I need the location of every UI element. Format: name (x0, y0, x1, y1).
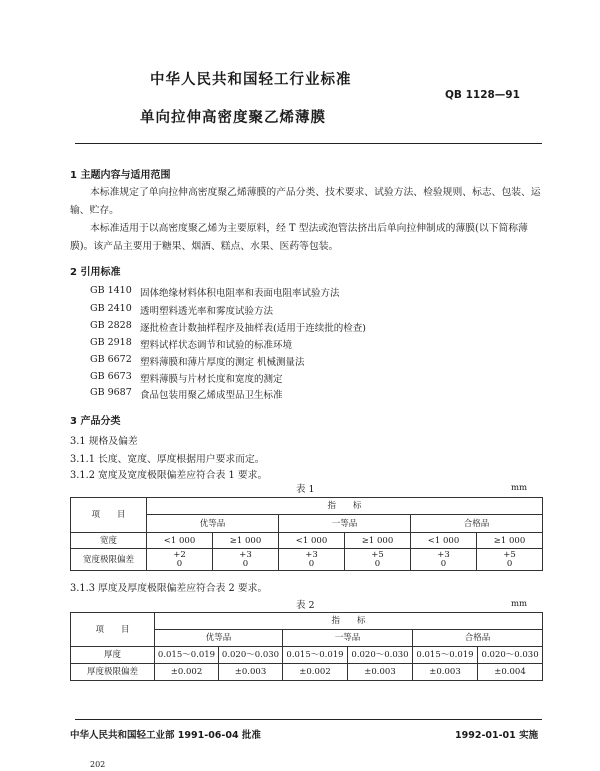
approval-line: 中华人民共和国轻工业部 1991-06-04 批准 (70, 730, 261, 741)
deviation-lower: 0 (176, 558, 183, 569)
table-row (71, 533, 543, 549)
table-cell: <1 000 (411, 533, 477, 549)
standard-code: QB 1128—91 (445, 89, 520, 101)
table-row (71, 664, 543, 681)
table-cell (279, 549, 345, 571)
footer-rule (75, 719, 542, 720)
table-cell (147, 549, 213, 571)
section-1-heading: 1 主题内容与适用范围 (70, 170, 171, 181)
table-1-row-label-width: 宽度 (71, 533, 147, 549)
table-cell: ±0.003 (219, 664, 283, 681)
section-1-paragraph-1: 本标准规定了单向拉伸高密度聚乙烯薄膜的产品分类、技术要求、试验方法、检验规则、标志、包装、运输、贮存。 (70, 187, 541, 216)
table-1-index-header: 指 标 (147, 498, 543, 515)
table-cell: ±0.003 (413, 664, 478, 681)
table-cell: 0.020～0.030 (219, 647, 283, 664)
header-rule (75, 143, 542, 144)
section-2-heading: 2 引用标准 (70, 267, 121, 278)
table-1-row-label-width-deviation: 宽度极限偏差 (71, 549, 147, 571)
table-cell (345, 549, 411, 571)
table-cell: ≥1 000 (213, 533, 279, 549)
table-cell (213, 549, 279, 571)
table-cell: <1 000 (147, 533, 213, 549)
table-1-grade-qualified: 合格品 (411, 515, 543, 533)
table-cell: 0.020～0.030 (348, 647, 413, 664)
ref-code: GB 6672 (90, 354, 132, 365)
ref-code: GB 1410 (90, 285, 132, 296)
table-cell: 0.015～0.019 (413, 647, 478, 664)
table-1-unit: mm (511, 483, 528, 493)
table-1-item-header: 项 目 (71, 498, 147, 533)
table-2-grade-premium: 优等品 (155, 630, 283, 647)
deviation-upper: +5 (503, 549, 516, 560)
table-cell (411, 549, 477, 571)
deviation-lower: 0 (374, 558, 381, 569)
table-1 (70, 497, 543, 571)
table-2-row-label-thickness-deviation: 厚度极限偏差 (71, 664, 155, 681)
table-1-grade-premium: 优等品 (147, 515, 279, 533)
section-1-paragraph-2: 本标准适用于以高密度聚乙烯为主要原料，经 T 型法或泡管法挤出后单向拉伸制成的薄膜(以下简称薄膜)。该产品主要用于糖果、烟酒、糕点、水果、医药等包装。 (70, 223, 528, 252)
table-2-item-header: 项 目 (71, 613, 155, 647)
table-2 (70, 612, 543, 681)
deviation-lower: 0 (242, 558, 249, 569)
table-cell: ±0.004 (478, 664, 543, 681)
deviation-upper: +3 (239, 549, 252, 560)
table-cell: ≥1 000 (345, 533, 411, 549)
table-cell: 0.015～0.019 (283, 647, 348, 664)
table-cell: ≥1 000 (477, 533, 543, 549)
section-3-heading: 3 产品分类 (70, 416, 121, 427)
table-2-grade-qualified: 合格品 (413, 630, 543, 647)
deviation-lower: 0 (440, 558, 447, 569)
ref-code: GB 2918 (90, 337, 132, 348)
ref-code: GB 2828 (90, 320, 132, 331)
ref-code: GB 6673 (90, 371, 132, 382)
deviation-upper: +3 (437, 549, 450, 560)
clause-3-1-2: 3.1.2 宽度及宽度极限偏差应符合表 1 要求。 (70, 470, 268, 481)
table-row (71, 549, 543, 571)
table-cell (477, 549, 543, 571)
deviation-upper: +3 (305, 549, 318, 560)
ref-title: 逐批检查计数抽样程序及抽样表(适用于连续批的检查) (140, 323, 366, 334)
table-1-grade-first: 一等品 (279, 515, 411, 533)
table-row (71, 647, 543, 664)
table-2-caption: 表 2 (296, 600, 315, 611)
table-2-row-label-thickness: 厚度 (71, 647, 155, 664)
deviation-lower: 0 (308, 558, 315, 569)
document-title: 单向拉伸高密度聚乙烯薄膜 (140, 110, 326, 126)
effective-date: 1992-01-01 实施 (455, 730, 539, 741)
table-2-unit: mm (511, 599, 528, 609)
clause-3-1-1: 3.1.1 长度、宽度、厚度根据用户要求而定。 (70, 454, 265, 465)
table-cell: ±0.002 (155, 664, 219, 681)
table-2-grade-first: 一等品 (283, 630, 413, 647)
page-number: 202 (90, 760, 106, 769)
clause-3-1-3: 3.1.3 厚度及厚度极限偏差应符合表 2 要求。 (70, 583, 268, 594)
table-cell: <1 000 (279, 533, 345, 549)
ref-title: 透明塑料透光率和雾度试验方法 (140, 306, 274, 317)
table-cell: ±0.003 (348, 664, 413, 681)
ref-code: GB 9687 (90, 387, 132, 398)
table-cell: 0.015～0.019 (155, 647, 219, 664)
table-cell: ±0.002 (283, 664, 348, 681)
standard-title: 中华人民共和国轻工行业标准 (150, 72, 352, 88)
ref-title: 固体绝缘材料体积电阻率和表面电阻率试验方法 (140, 288, 340, 299)
table-1-caption: 表 1 (296, 484, 315, 495)
ref-title: 塑料薄膜与片材长度和宽度的测定 (140, 374, 283, 385)
ref-title: 塑料试样状态调节和试验的标准环境 (140, 340, 293, 351)
deviation-lower: 0 (506, 558, 513, 569)
table-2-index-header: 指 标 (155, 613, 543, 630)
deviation-upper: +5 (371, 549, 384, 560)
ref-title: 塑料薄膜和薄片厚度的测定 机械测量法 (140, 357, 305, 368)
ref-code: GB 2410 (90, 303, 132, 314)
deviation-upper: +2 (173, 549, 186, 560)
table-cell: 0.020～0.030 (478, 647, 543, 664)
ref-title: 食品包装用聚乙烯成型品卫生标准 (140, 390, 283, 401)
clause-3-1: 3.1 规格及偏差 (70, 436, 138, 447)
